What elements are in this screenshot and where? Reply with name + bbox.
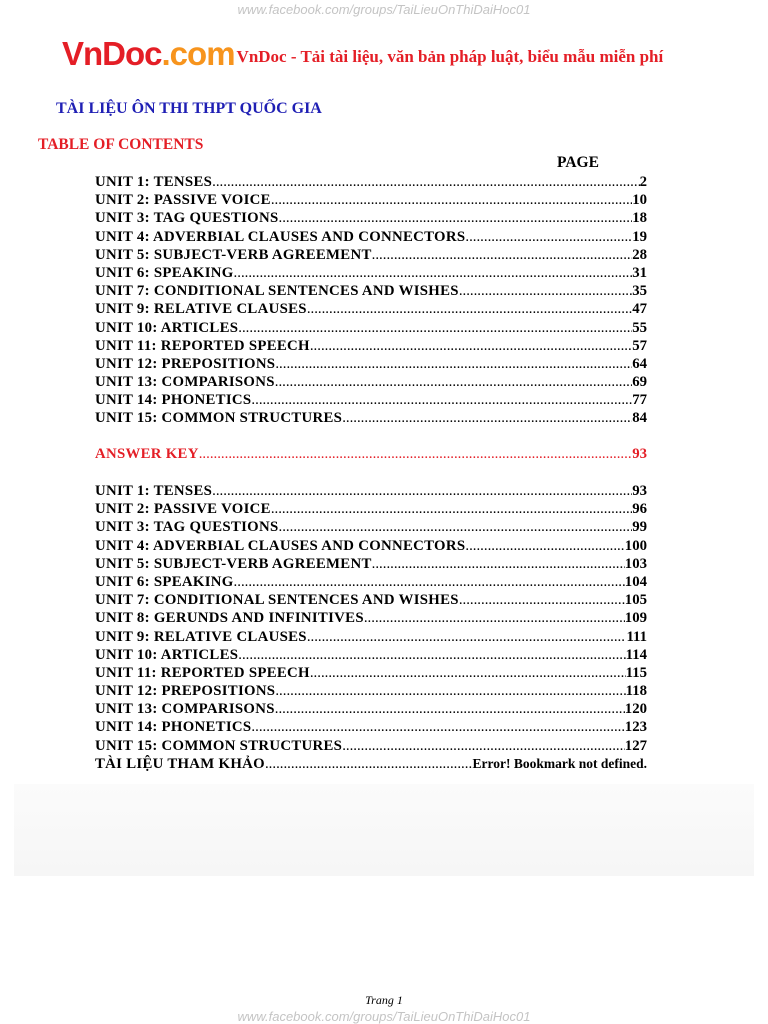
toc-entry-title: UNIT 1: TENSES (95, 483, 213, 499)
toc-entry-page: 64 (632, 355, 647, 372)
toc-entry-title: UNIT 10: ARTICLES (95, 319, 239, 336)
page-number: Trang 1 (365, 993, 403, 1007)
toc-entry-page: 77 (632, 392, 647, 409)
toc-entry[interactable] (95, 246, 647, 264)
toc-entry-title: UNIT 11: REPORTED SPEECH (95, 664, 310, 681)
toc-entry[interactable] (95, 209, 647, 227)
answer-toc-list (95, 482, 647, 773)
document-subtitle: TÀI LIỆU ÔN THI THPT QUỐC GIA (56, 100, 322, 117)
toc-entry-title: UNIT 11: REPORTED SPEECH (95, 337, 310, 354)
toc-entry-page: 47 (632, 301, 647, 318)
toc-heading: TABLE OF CONTENTS (38, 136, 204, 153)
toc-list (95, 173, 647, 428)
toc-entry-title: UNIT 14: PHONETICS (95, 719, 252, 736)
answer-toc-entry[interactable] (95, 646, 647, 664)
toc-entry-page: 99 (632, 519, 647, 536)
toc-entry-page: 18 (632, 210, 647, 227)
toc-entry-page: 105 (624, 592, 647, 609)
toc-entry-title: UNIT 1: TENSES (95, 174, 213, 190)
toc-entry-page: 93 (632, 483, 647, 499)
reference-page: Error! Bookmark not defined. (472, 755, 647, 771)
logo-part-com: .com (161, 35, 235, 72)
toc-entry[interactable] (95, 173, 647, 191)
toc-entry-title: UNIT 12: PREPOSITIONS (95, 355, 276, 372)
answer-toc-entry[interactable] (95, 628, 647, 646)
answer-toc-entry[interactable] (95, 664, 647, 682)
answer-toc-entry[interactable] (95, 482, 647, 500)
toc-entry[interactable] (95, 355, 647, 373)
toc-entry-title: UNIT 9: RELATIVE CLAUSES (95, 628, 307, 645)
toc-entry-page: 114 (625, 646, 647, 663)
toc-entry-title: UNIT 10: ARTICLES (95, 646, 239, 663)
toc-entry-page: 120 (624, 701, 647, 718)
toc-entry-page: 103 (624, 555, 647, 572)
toc-entry-page: 55 (632, 319, 647, 336)
vndoc-logo[interactable] (62, 37, 235, 70)
answer-toc-entry[interactable] (95, 682, 647, 700)
toc-entry-page: 57 (632, 337, 647, 354)
answer-toc-entry[interactable] (95, 537, 647, 555)
toc-entry-title: UNIT 2: PASSIVE VOICE (95, 501, 271, 518)
toc-entry-title: UNIT 13: COMPARISONS (95, 374, 275, 391)
toc-entry[interactable] (95, 409, 647, 427)
page-shadow-band (14, 784, 754, 876)
toc-entry-title: UNIT 7: CONDITIONAL SENTENCES AND WISHES (95, 283, 459, 300)
answer-key-page: 93 (632, 446, 647, 462)
answer-key-entry[interactable] (95, 445, 647, 463)
toc-entry-title: UNIT 7: CONDITIONAL SENTENCES AND WISHES (95, 592, 459, 609)
answer-toc-entry[interactable] (95, 500, 647, 518)
toc-entry-title: UNIT 13: COMPARISONS (95, 701, 275, 718)
toc-entry[interactable] (95, 282, 647, 300)
toc-entry-page: 123 (624, 719, 647, 736)
answer-toc-entry[interactable] (95, 700, 647, 718)
answer-toc-entry[interactable] (95, 737, 647, 755)
answer-toc-entry[interactable] (95, 555, 647, 573)
toc-entry-title: UNIT 6: SPEAKING (95, 264, 234, 281)
watermark-top: www.facebook.com/groups/TaiLieuOnThiDaiHoc01 (237, 2, 531, 17)
toc-entry-page: 127 (624, 737, 647, 754)
header-tagline: VnDoc - Tải tài liệu, văn bản pháp luật, biểu mẫu miễn phí (236, 47, 664, 66)
toc-entry-page: 69 (632, 374, 647, 391)
answer-key-title: ANSWER KEY (95, 446, 199, 462)
answer-toc-entry[interactable] (95, 591, 647, 609)
toc-entry[interactable] (95, 228, 647, 246)
answer-toc-entry[interactable] (95, 609, 647, 627)
toc-entry-title: UNIT 4: ADVERBIAL CLAUSES AND CONNECTORS (95, 228, 466, 245)
toc-entry-title: UNIT 3: TAG QUESTIONS (95, 210, 279, 227)
toc-entry-page: 96 (632, 501, 647, 518)
toc-entry-page: 115 (625, 664, 647, 681)
page-header (62, 30, 663, 70)
toc-entry[interactable] (95, 264, 647, 282)
toc-entry-page: 2 (639, 174, 647, 190)
toc-entry-title: UNIT 8: GERUNDS AND INFINITIVES (95, 610, 364, 627)
toc-entry[interactable] (95, 300, 647, 318)
toc-entry-page: 10 (632, 192, 647, 209)
toc-entry-title: UNIT 4: ADVERBIAL CLAUSES AND CONNECTORS (95, 537, 466, 554)
toc-entry[interactable] (95, 191, 647, 209)
toc-entry-title: UNIT 15: COMMON STRUCTURES (95, 737, 343, 754)
toc-entry-page: 28 (632, 246, 647, 263)
answer-toc-entry[interactable] (95, 518, 647, 536)
toc-entry-title: UNIT 5: SUBJECT-VERB AGREEMENT (95, 555, 372, 572)
page-column-label: PAGE (557, 154, 599, 171)
toc-entry[interactable] (95, 319, 647, 337)
toc-entry-page: 109 (624, 610, 647, 627)
toc-entry-title: UNIT 12: PREPOSITIONS (95, 683, 276, 700)
toc-entry-title: UNIT 9: RELATIVE CLAUSES (95, 301, 307, 318)
toc-entry-title: UNIT 5: SUBJECT-VERB AGREEMENT (95, 246, 372, 263)
toc-entry-page: 84 (632, 410, 647, 427)
logo-part-vndoc: VnDoc (62, 35, 162, 72)
toc-entry-page: 35 (632, 283, 647, 300)
toc-entry[interactable] (95, 373, 647, 391)
toc-entry[interactable] (95, 337, 647, 355)
toc-entry-page: 100 (624, 537, 647, 554)
toc-entry-page: 111 (626, 628, 647, 645)
toc-entry-page: 31 (632, 264, 647, 281)
reference-entry[interactable] (95, 755, 647, 773)
toc-entry-title: UNIT 6: SPEAKING (95, 573, 234, 590)
toc-entry-title: UNIT 14: PHONETICS (95, 392, 252, 409)
watermark-bottom: www.facebook.com/groups/TaiLieuOnThiDaiHoc01 (237, 1009, 531, 1024)
toc-entry[interactable] (95, 391, 647, 409)
toc-entry-title: UNIT 2: PASSIVE VOICE (95, 192, 271, 209)
toc-entry-page: 118 (625, 683, 647, 700)
toc-entry-title: UNIT 15: COMMON STRUCTURES (95, 410, 343, 427)
answer-toc-entry[interactable] (95, 718, 647, 736)
toc-entry-page: 104 (624, 573, 647, 590)
toc-entry-page: 19 (632, 228, 647, 245)
answer-toc-entry[interactable] (95, 573, 647, 591)
toc-entry-title: UNIT 3: TAG QUESTIONS (95, 519, 279, 536)
reference-title: TÀI LIỆU THAM KHẢO (95, 755, 265, 772)
